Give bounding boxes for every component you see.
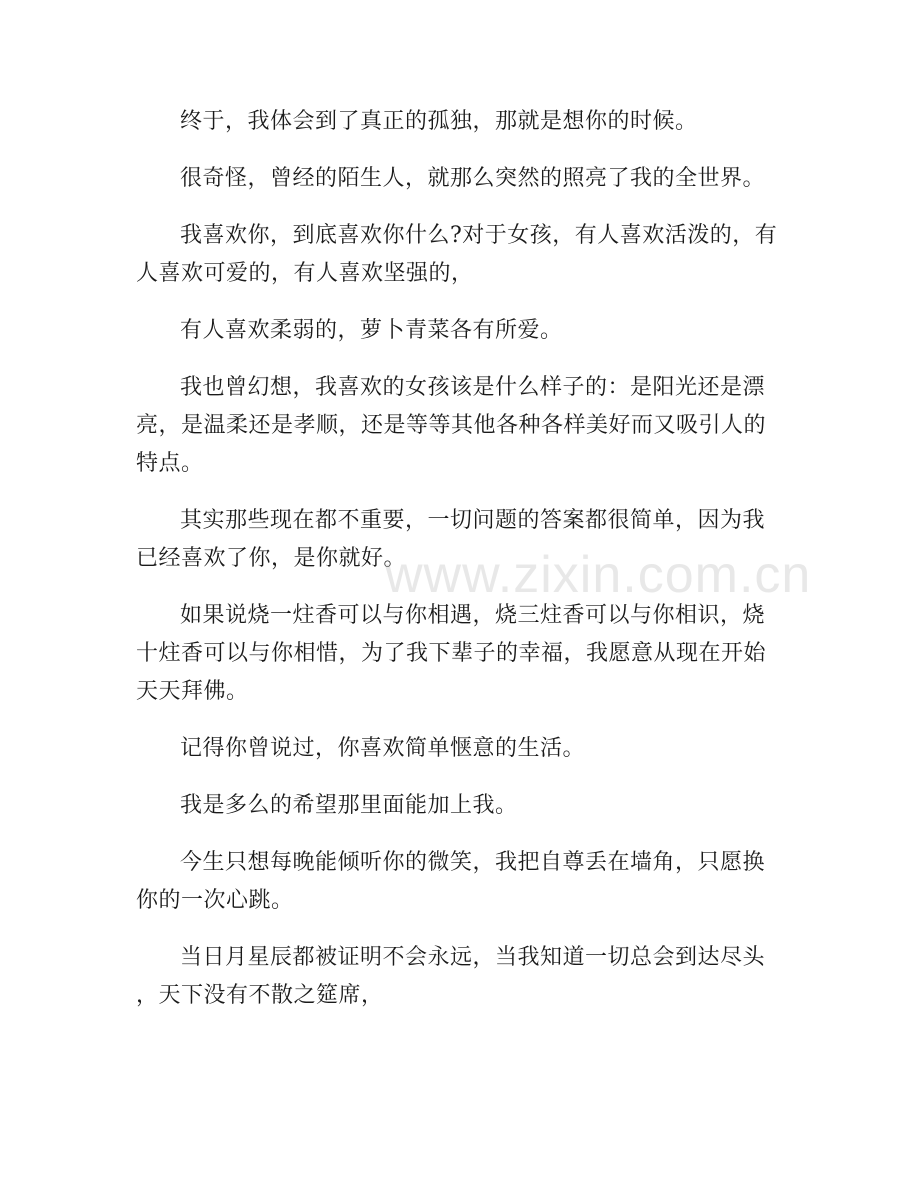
paragraph-line: 天天拜佛。 [136,679,249,704]
paragraph-line: 亮，是温柔还是孝顺，还是等等其他各种各样美好而又吸引人的 [136,413,767,438]
paragraph-line: 其实那些现在都不重要，一切问题的答案都很简单，因为我 [180,508,766,533]
paragraph-line: 你的一次心跳。 [136,888,294,913]
paragraph [136,730,786,768]
paragraph [136,160,786,198]
paragraph [136,217,786,293]
paragraph-line: 十炷香可以与你相惜，为了我下辈子的幸福，我愿意从现在开始 [136,641,767,666]
paragraph [136,369,786,483]
paragraph-line: 我喜欢你，到底喜欢你什么?对于女孩，有人喜欢活泼的，有 [180,223,778,248]
paragraph-line: 人喜欢可爱的，有人喜欢坚强的， [136,261,474,286]
paragraph-line: 当日月星辰都被证明不会永远，当我知道一切总会到达尽头 [180,945,766,970]
paragraph [136,502,786,578]
paragraph-line: 如果说烧一炷香可以与你相遇，烧三炷香可以与你相识，烧 [180,603,766,628]
paragraph-line: 终于，我体会到了真正的孤独，那就是想你的时候。 [180,109,698,134]
paragraph [136,103,786,141]
paragraph-line: 已经喜欢了你，是你就好。 [136,546,407,571]
paragraph-line: 今生只想每晚能倾听你的微笑，我把自尊丢在墙角，只愿换 [180,850,766,875]
paragraph-line: 很奇怪，曾经的陌生人，就那么突然的照亮了我的全世界。 [180,166,766,191]
document-body [136,103,786,1034]
paragraph-line: 有人喜欢柔弱的，萝卜青菜各有所爱。 [180,318,563,343]
paragraph-line: 记得你曾说过，你喜欢简单惬意的生活。 [180,736,586,761]
paragraph-line: 我也曾幻想，我喜欢的女孩该是什么样子的：是阳光还是漂 [180,375,766,400]
paragraph [136,939,786,1015]
paragraph-line: 特点。 [136,451,204,476]
paragraph [136,597,786,711]
paragraph-line: ，天下没有不散之筵席， [136,983,384,1008]
watermark: www.zixin.com.cn [385,546,812,604]
paragraph-line: 我是多么的希望那里面能加上我。 [180,793,518,818]
paragraph [136,844,786,920]
paragraph [136,787,786,825]
paragraph [136,312,786,350]
